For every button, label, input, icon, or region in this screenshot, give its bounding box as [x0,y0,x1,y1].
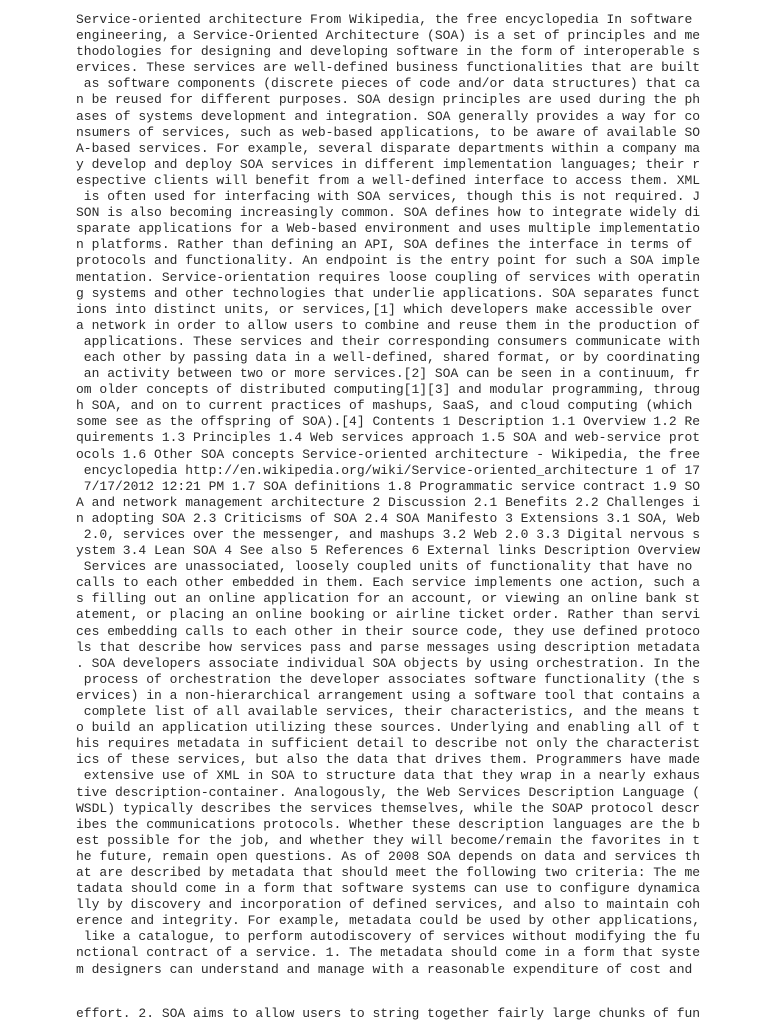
text-line: quirements 1.3 Principles 1.4 Web services approach 1.5 SOA and web-service prot [76,430,701,446]
text-line: n adopting SOA 2.3 Criticisms of SOA 2.4 SOA Manifesto 3 Extensions 3.1 SOA, Web [76,510,701,526]
text-line: h SOA, and on to current practices of mashups, SaaS, and cloud computing (which [76,398,693,414]
text-line: encyclopedia http://en.wikipedia.org/wiki/Service-oriented_architecture 1 of 17 [76,462,701,478]
text-line: mentation. Service-orientation requires loose coupling of services with operatin [76,269,701,285]
text-line: is often used for interfacing with SOA services, though this is not required. J [76,189,701,205]
text-line: engineering, a Service-Oriented Architecture (SOA) is a set of principles and me [76,28,701,44]
text-line: tadata should come in a form that software systems can use to configure dynamica [76,881,701,897]
text-line: WSDL) typically describes the services themselves, while the SOAP protocol descr [76,800,701,816]
text-line: n platforms. Rather than defining an API, SOA defines the interface in terms of [76,237,693,253]
text-line: ions into distinct units, or services,[1] which developers make accessible over [76,301,693,317]
text-line: est possible for the job, and whether they will become/remain the favorites in t [76,832,701,848]
text-line: om older concepts of distributed computing[1][3] and modular programming, throug [76,382,701,398]
text-line: ystem 3.4 Lean SOA 4 See also 5 References 6 External links Description Overview [76,543,701,559]
text-line: A-based services. For example, several disparate departments within a company ma [76,140,701,156]
text-line: ibes the communications protocols. Whether these description languages are the b [76,816,701,832]
text-line: a network in order to allow users to combine and reuse them in the production of [76,317,701,333]
text-line: erence and integrity. For example, metadata could be used by other applications, [76,913,701,929]
text-line: espective clients will benefit from a well-defined interface to access them. XML [76,172,701,188]
text-line: complete list of all available services, their characteristics, and the means t [76,704,701,720]
text-line: protocols and functionality. An endpoint is the entry point for such a SOA imple [76,253,701,269]
text-line: y develop and deploy SOA services in different implementation languages; their r [76,156,701,172]
text-line: ls that describe how services pass and parse messages using description metadata [76,639,701,655]
text-line: calls to each other embedded in them. Each service implements one action, such a [76,575,701,591]
text-line: 2.0, services over the messenger, and mashups 3.2 Web 2.0 3.3 Digital nervous s [76,527,701,542]
text-line: Services are unassociated, loosely coupled units of functionality that have no [76,559,693,575]
text-line: ervices) in a non-hierarchical arrangement using a software tool that contains a [76,687,701,703]
text-line: thodologies for designing and developing software in the form of interoperable s [76,44,701,60]
text-line: Service-oriented architecture From Wikipedia, the free encyclopedia In software [76,12,693,27]
text-line: atement, or placing an online booking or airline ticket order. Rather than servi [76,607,701,623]
text-line: nctional contract of a service. 1. The metadata should come in a form that syste [76,945,701,961]
text-line: 7/17/2012 12:21 PM 1.7 SOA definitions 1.8 Programmatic service contract 1.9 SO [76,478,701,494]
text-line: lly by discovery and incorporation of defined services, and also to maintain coh [76,897,701,913]
text-line: n be reused for different purposes. SOA design principles are used during the ph [76,92,701,108]
page-bottom-line: effort. 2. SOA aims to allow users to string together fairly large chunks of fun [76,1006,701,1021]
text-line: g systems and other technologies that underlie applications. SOA separates funct [76,285,701,301]
text-line: ocols 1.6 Other SOA concepts Service-oriented architecture - Wikipedia, the free [76,446,701,462]
text-line: ervices. These services are well-defined business functionalities that are built [76,60,701,76]
text-line: ases of systems development and integration. SOA generally provides a way for co [76,108,701,124]
text-line: as software components (discrete pieces of code and/or data structures) that ca [76,76,701,92]
text-line: . SOA developers associate individual SOA objects by using orchestration. In the [76,655,701,671]
text-line: nsumers of services, such as web-based applications, to be aware of available SO [76,124,701,140]
text-line: s filling out an online application for an account, or viewing an online bank st [76,591,701,607]
text-line: applications. These services and their corresponding consumers communicate with [76,333,701,349]
text-line: sparate applications for a Web-based environment and uses multiple implementatio [76,221,701,237]
text-line: each other by passing data in a well-defined, shared format, or by coordinating [76,349,701,365]
text-line: an activity between two or more services.[2] SOA can be seen in a continuum, fr [76,366,701,382]
text-line: tive description-container. Analogously, the Web Services Description Language ( [76,784,701,800]
text-line: ces embedding calls to each other in their source code, they use defined protoco [76,623,701,639]
document-body [76,12,701,978]
text-line: A and network management architecture 2 Discussion 2.1 Benefits 2.2 Challenges i [76,494,701,510]
text-line: o build an application utilizing these sources. Underlying and enabling all of t [76,720,701,736]
text-line: he future, remain open questions. As of 2008 SOA depends on data and services th [76,848,701,864]
text-line: m designers can understand and manage with a reasonable expenditure of cost and [76,961,693,977]
text-line: extensive use of XML in SOA to structure data that they wrap in a nearly exhaus [76,768,701,784]
text-line: like a catalogue, to perform autodiscovery of services without modifying the fu [76,929,701,945]
text-line: at are described by metadata that should meet the following two criteria: The me [76,864,701,880]
text-line: SON is also becoming increasingly common. SOA defines how to integrate widely di [76,205,701,221]
text-line: his requires metadata in sufficient detail to describe not only the characterist [76,736,701,752]
text-line: some see as the offspring of SOA).[4] Contents 1 Description 1.1 Overview 1.2 Re [76,414,701,430]
text-line: process of orchestration the developer associates software functionality (the s [76,671,701,687]
text-line: ics of these services, but also the data that drives them. Programmers have made [76,752,701,768]
